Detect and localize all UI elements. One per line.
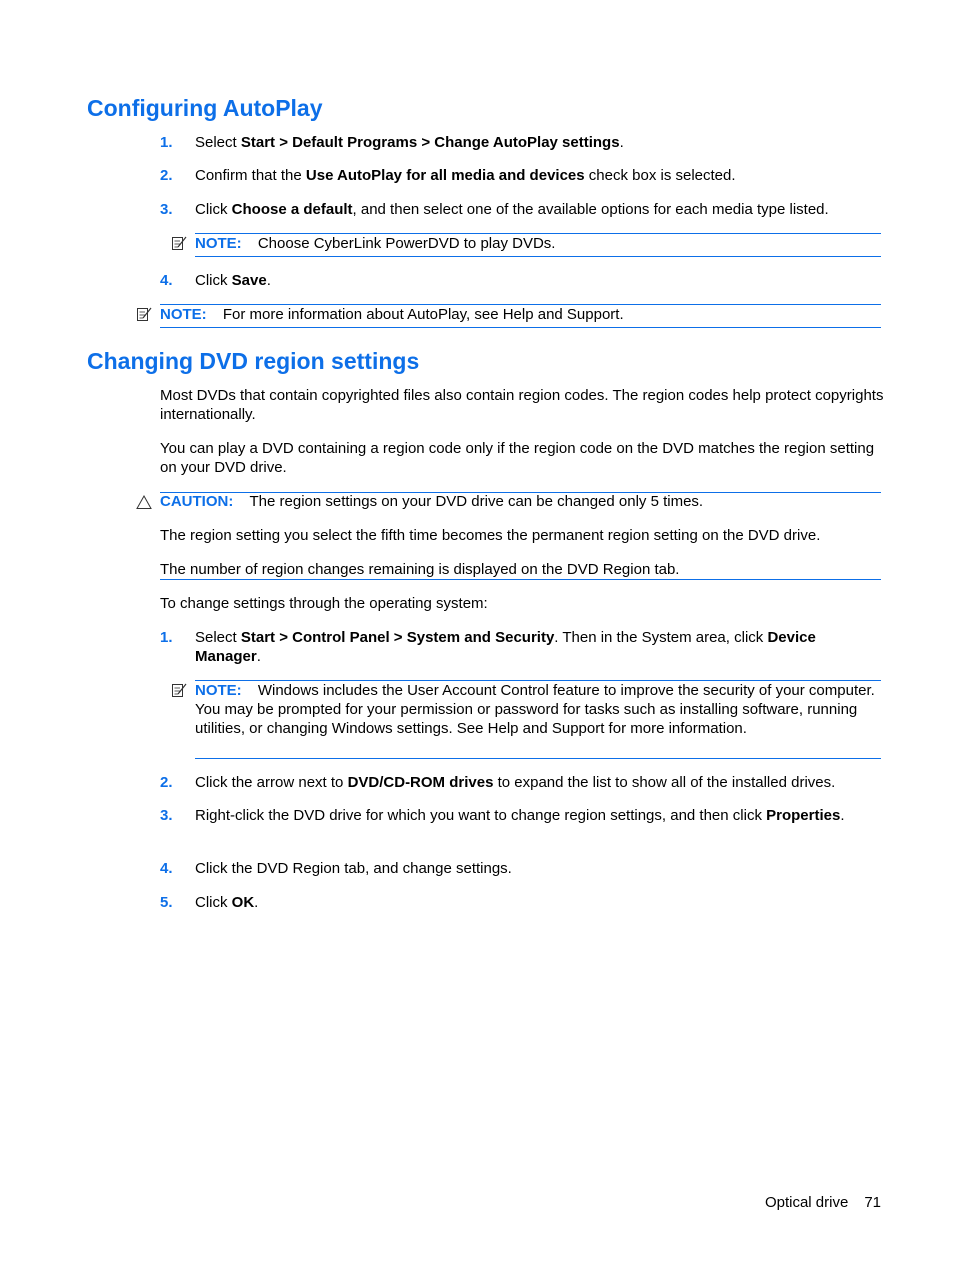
autoplay-step-4 [195,271,885,290]
step-text: . [256,648,261,665]
step-text: check box is selected. [584,167,736,184]
step-text: . Then in the System area, click [554,629,768,646]
region-step-3 [195,806,885,825]
step-text-bold: DVD/CD-ROM drives [347,774,494,791]
note-pad-icon [136,306,152,322]
step-text: Right-click the DVD drive for which you want to change region settings, and then click [195,807,767,824]
step-text-bold: OK [231,894,255,911]
section-title-autoplay: Configuring AutoPlay [87,95,323,121]
caution-label: CAUTION: [160,493,234,510]
step-number: 1. [160,134,173,151]
step-text-bold: Choose a default [231,201,353,218]
step-text: , and then select one of the available options for each media type listed. [352,201,829,218]
caution-text: The region settings on your DVD drive can be changed only 5 times. [249,493,704,510]
paragraph-region-codes: Most DVDs that contain copyrighted files also contain region codes. The region codes help protect copyrights internationally. [160,387,884,423]
note-pad-icon [171,235,187,251]
region-step-5 [195,893,885,912]
region-step-1 [195,628,885,666]
footer-section-name: Optical drive [764,1194,849,1211]
step-text: Click [195,272,232,289]
step-number: 2. [160,167,173,184]
step-number: 5. [160,894,173,911]
step-number: 4. [160,272,173,289]
note-label: NOTE: [160,306,207,323]
step-text-bold: Save [231,272,267,289]
autoplay-step-2 [195,166,885,185]
caution-bottom-rule [160,579,881,580]
step-text-bold: Use AutoPlay for all media and devices [305,167,585,184]
paragraph-intro: To change settings through the operating system: [160,595,488,612]
step-number: 2. [160,774,173,791]
caution-message [160,492,885,511]
note-label: NOTE: [195,682,242,699]
section-title-dvd-region: Changing DVD region settings [87,348,420,374]
page-footer [765,1193,881,1212]
step-number: 1. [160,629,173,646]
autoplay-step-1 [195,133,885,152]
step-text-bold: Properties [766,807,841,824]
caution-triangle-icon [136,494,152,510]
step-text: Click the DVD Region tab, and change settings. [195,860,512,877]
step-number: 4. [160,860,173,877]
paragraph-region-match: You can play a DVD containing a region code only if the region code on the DVD matches the region setting on your DVD drive. [160,440,875,476]
note-bottom-rule [195,256,881,257]
step-text: . [254,894,259,911]
note-text: For more information about AutoPlay, see Help and Support. [222,306,624,323]
note-text: Windows includes the User Account Control feature to improve the security of your computer. You may be prompted for your permission or password for tasks such as installing software, running utilities, or changing Windows settings. See Help and Support for more information. [195,682,875,737]
note-uac [195,681,885,738]
note-label: NOTE: [195,235,242,252]
autoplay-step-3 [195,200,885,219]
caution-remaining-text: The number of region changes remaining is displayed on the DVD Region tab. [160,561,680,578]
note-pad-icon [171,682,187,698]
step-text: . [619,134,624,151]
region-step-2 [195,773,885,792]
step-text: . [840,807,845,824]
note-autoplay-info [160,305,885,324]
page-number: 71 [864,1194,881,1211]
step-text-bold: Start > Control Panel > System and Security [240,629,555,646]
step-text: to expand the list to show all of the installed drives. [493,774,836,791]
step-text: Click [195,894,232,911]
step-text: Confirm that the [195,167,306,184]
note-autoplay-step3 [195,234,885,253]
step-text: Click [195,201,232,218]
step-text: Click the arrow next to [195,774,348,791]
caution-permanent-text: The region setting you select the fifth time becomes the permanent region setting on the DVD drive. [160,527,821,544]
step-number: 3. [160,201,173,218]
note-bottom-rule [160,327,881,328]
note-bottom-rule [195,758,881,759]
step-text-bold: Device Manager [195,629,816,665]
step-text: Select [195,134,241,151]
note-text: Choose CyberLink PowerDVD to play DVDs. [257,235,556,252]
step-number: 3. [160,807,173,824]
step-text: Select [195,629,241,646]
region-step-4 [195,859,885,878]
step-text-bold: Start > Default Programs > Change AutoPlay settings [240,134,620,151]
step-text: . [266,272,271,289]
